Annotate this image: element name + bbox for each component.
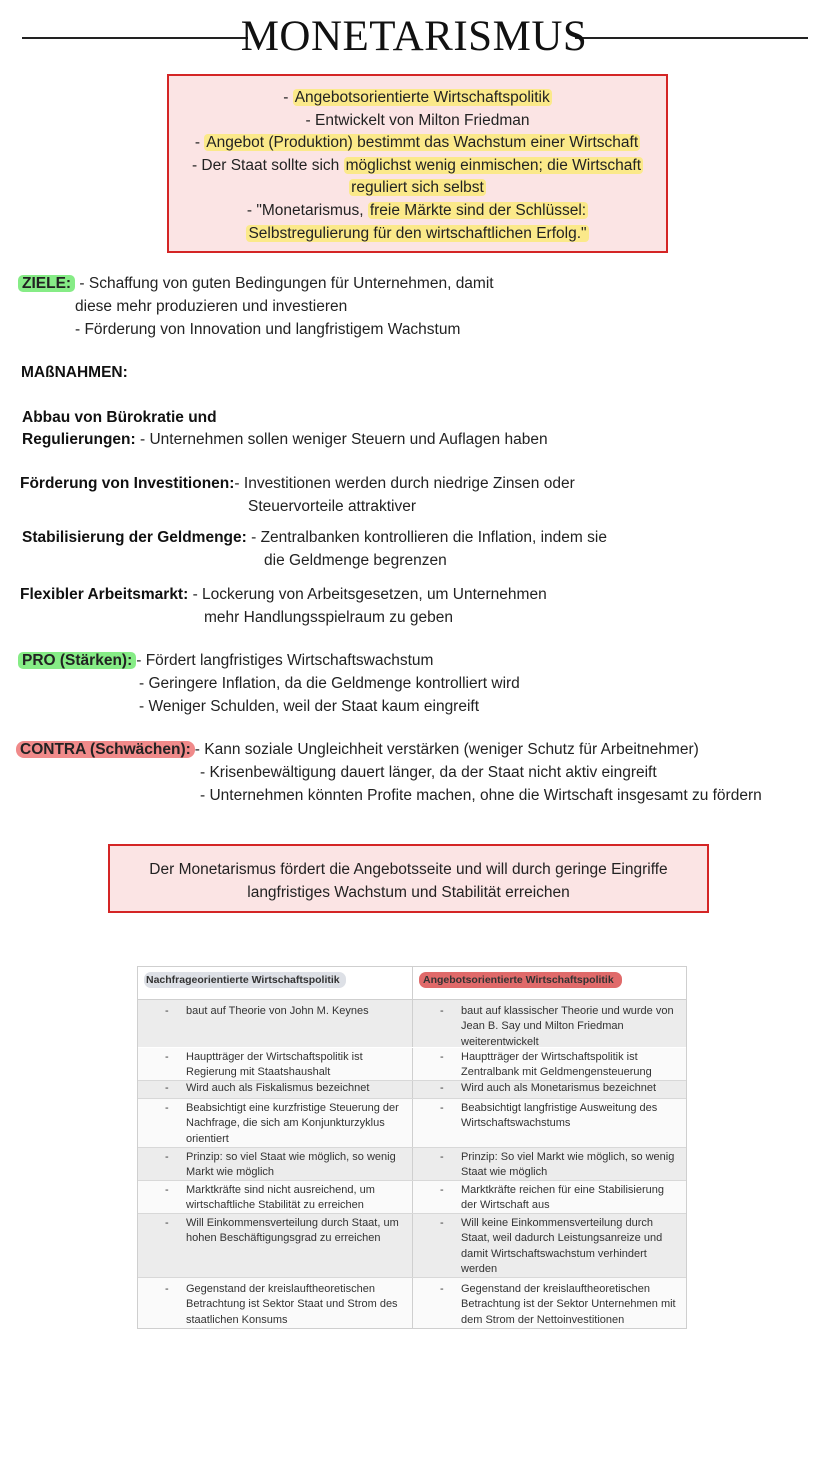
- massnahme-label: Flexibler Arbeitsmarkt:: [20, 586, 189, 603]
- summary-box: [108, 844, 709, 913]
- ziele-label: ZIELE:: [18, 275, 75, 292]
- massnahme-text: - Lockerung von Arbeitsgesetzen, um Unternehmen: [192, 586, 547, 603]
- intro-line: - Der Staat sollte sich möglichst wenig einmischen; die Wirtschaft: [191, 156, 642, 174]
- massnahme-text: mehr Handlungsspielraum zu geben: [204, 609, 454, 626]
- intro-line: reguliert sich selbst: [351, 179, 484, 197]
- ziele-line: - Schaffung von guten Bedingungen für Unternehmen, damit: [79, 275, 494, 292]
- table-cell: - Prinzip: So viel Markt wie möglich, so wenig Staat wie möglich: [412, 1148, 686, 1180]
- intro-line: - Entwickelt von Milton Friedman: [305, 111, 530, 129]
- massnahme-text: die Geldmenge begrenzen: [264, 552, 447, 569]
- summary-line: Der Monetarismus fördert die Angebotsseite und will durch geringe Eingriffe: [149, 861, 668, 878]
- massnahme-text: - Zentralbanken kontrollieren die Inflation, indem sie: [251, 529, 607, 546]
- table-cell: - Marktkräfte reichen für eine Stabilisierung der Wirtschaft aus: [412, 1181, 686, 1213]
- massnahme-text: - Investitionen werden durch niedrige Zinsen oder: [234, 475, 575, 492]
- massnahme-row: [22, 429, 548, 452]
- ziele-section: [18, 273, 494, 296]
- table-row: [138, 1181, 686, 1214]
- contra-section: [16, 739, 699, 762]
- table-header-cell: [138, 967, 412, 999]
- table-cell: - Will Einkommensverteilung durch Staat, um hohen Beschäftigungsgrad zu erreichen: [165, 1217, 399, 1245]
- massnahme-row: [20, 584, 547, 607]
- table-cell: - Gegenstand der kreislauftheoretischen Betrachtung ist der Sektor Unternehmen mit dem Strom der Nettoinvestitionen: [412, 1278, 686, 1328]
- table-cell: - Will keine Einkommensverteilung durch Staat, weil dadurch Leistungsanreize und damit Wirtschaftswachstum verhindert werden: [412, 1214, 686, 1277]
- pro-line: - Geringere Inflation, da die Geldmenge kontrolliert wird: [139, 675, 520, 692]
- massnahme-label: Abbau von Bürokratie und: [22, 409, 217, 426]
- table-row: [138, 1048, 686, 1081]
- pro-line: - Fördert langfristiges Wirtschaftswachstum: [136, 652, 434, 669]
- table-row: [138, 1214, 686, 1278]
- pro-line: - Weniger Schulden, weil der Staat kaum eingreift: [139, 698, 480, 715]
- header-angebot: Angebotsorientierte Wirtschaftspolitik: [419, 972, 622, 988]
- massnahme-label: Regulierungen:: [22, 431, 136, 448]
- contra-label: CONTRA (Schwächen):: [16, 741, 195, 758]
- pro-section: [18, 650, 433, 673]
- table-cell: - baut auf klassischer Theorie und wurde von Jean B. Say und Milton Friedman weiterentwickelt: [412, 1000, 686, 1047]
- massnahme-label: Stabilisierung der Geldmenge:: [22, 529, 247, 546]
- pro-label: PRO (Stärken):: [18, 652, 136, 669]
- massnahme-label: Förderung von Investitionen:: [20, 475, 235, 492]
- contra-line: - Krisenbewältigung dauert länger, da der Staat nicht aktiv eingreift: [200, 764, 657, 781]
- table-cell: - Hauptträger der Wirtschaftspolitik ist Regierung mit Staatshaushalt: [165, 1051, 363, 1079]
- intro-line: - "Monetarismus, freie Märkte sind der Schlüssel:: [246, 201, 587, 219]
- table-row: [138, 1278, 686, 1328]
- intro-box: [167, 74, 668, 253]
- ziele-line: diese mehr produzieren und investieren: [75, 298, 348, 315]
- table-row: [138, 1148, 686, 1181]
- massnahme-row: [22, 527, 607, 550]
- ziele-line: - Förderung von Innovation und langfristigem Wachstum: [75, 321, 461, 338]
- table-row: [138, 1099, 686, 1148]
- table-cell: - Wird auch als Fiskalismus bezeichnet: [165, 1082, 370, 1094]
- table-cell: - Beabsichtigt eine kurzfristige Steuerung der Nachfrage, die sich am Konjunkturzyklus orientiert: [165, 1102, 399, 1145]
- table-cell: - Hauptträger der Wirtschaftspolitik ist Zentralbank mit Geldmengensteuerung: [412, 1048, 686, 1080]
- massnahme-text: Steuervorteile attraktiver: [248, 498, 416, 515]
- table-cell: - Beabsichtigt langfristige Ausweitung des Wirtschaftswachstums: [412, 1099, 686, 1147]
- table-header-cell: [412, 967, 686, 999]
- table-cell: - Prinzip: so viel Staat wie möglich, so wenig Markt wie möglich: [165, 1151, 396, 1179]
- intro-line: - Angebotsorientierte Wirtschaftspolitik: [283, 89, 550, 106]
- massnahme-text: - Unternehmen sollen weniger Steuern und Auflagen haben: [139, 431, 548, 448]
- comparison-table: [137, 966, 687, 1329]
- table-header: [138, 967, 686, 1000]
- contra-line: - Unternehmen könnten Profite machen, ohne die Wirtschaft insgesamt zu fördern: [200, 787, 762, 804]
- intro-line: - Angebot (Produktion) bestimmt das Wachstum einer Wirtschaft: [194, 134, 639, 152]
- summary-line: langfristiges Wachstum und Stabilität erreichen: [247, 884, 570, 901]
- massnahme-row: [20, 473, 575, 496]
- table-row: [138, 1081, 686, 1099]
- intro-line: Selbstregulierung für den wirtschaftlichen Erfolg.": [248, 224, 587, 242]
- page-title: MONETARISMUS: [240, 13, 588, 60]
- table-cell: - Marktkräfte sind nicht ausreichend, um wirtschaftliche Stabilität zu erreichen: [165, 1184, 375, 1212]
- table-row: [138, 1000, 686, 1048]
- massnahmen-heading: MAßNAHMEN:: [21, 364, 128, 381]
- contra-line: - Kann soziale Ungleichheit verstärken (weniger Schutz für Arbeitnehmer): [194, 741, 699, 758]
- table-cell: - Wird auch als Monetarismus bezeichnet: [412, 1081, 686, 1098]
- header-nachfrage: Nachfrageorientierte Wirtschaftspolitik: [144, 972, 346, 988]
- table-cell: - Gegenstand der kreislauftheoretischen Betrachtung ist Sektor Staat und Strom des staatlichen Konsums: [165, 1283, 398, 1326]
- table-cell: - baut auf Theorie von John M. Keynes: [165, 1005, 369, 1017]
